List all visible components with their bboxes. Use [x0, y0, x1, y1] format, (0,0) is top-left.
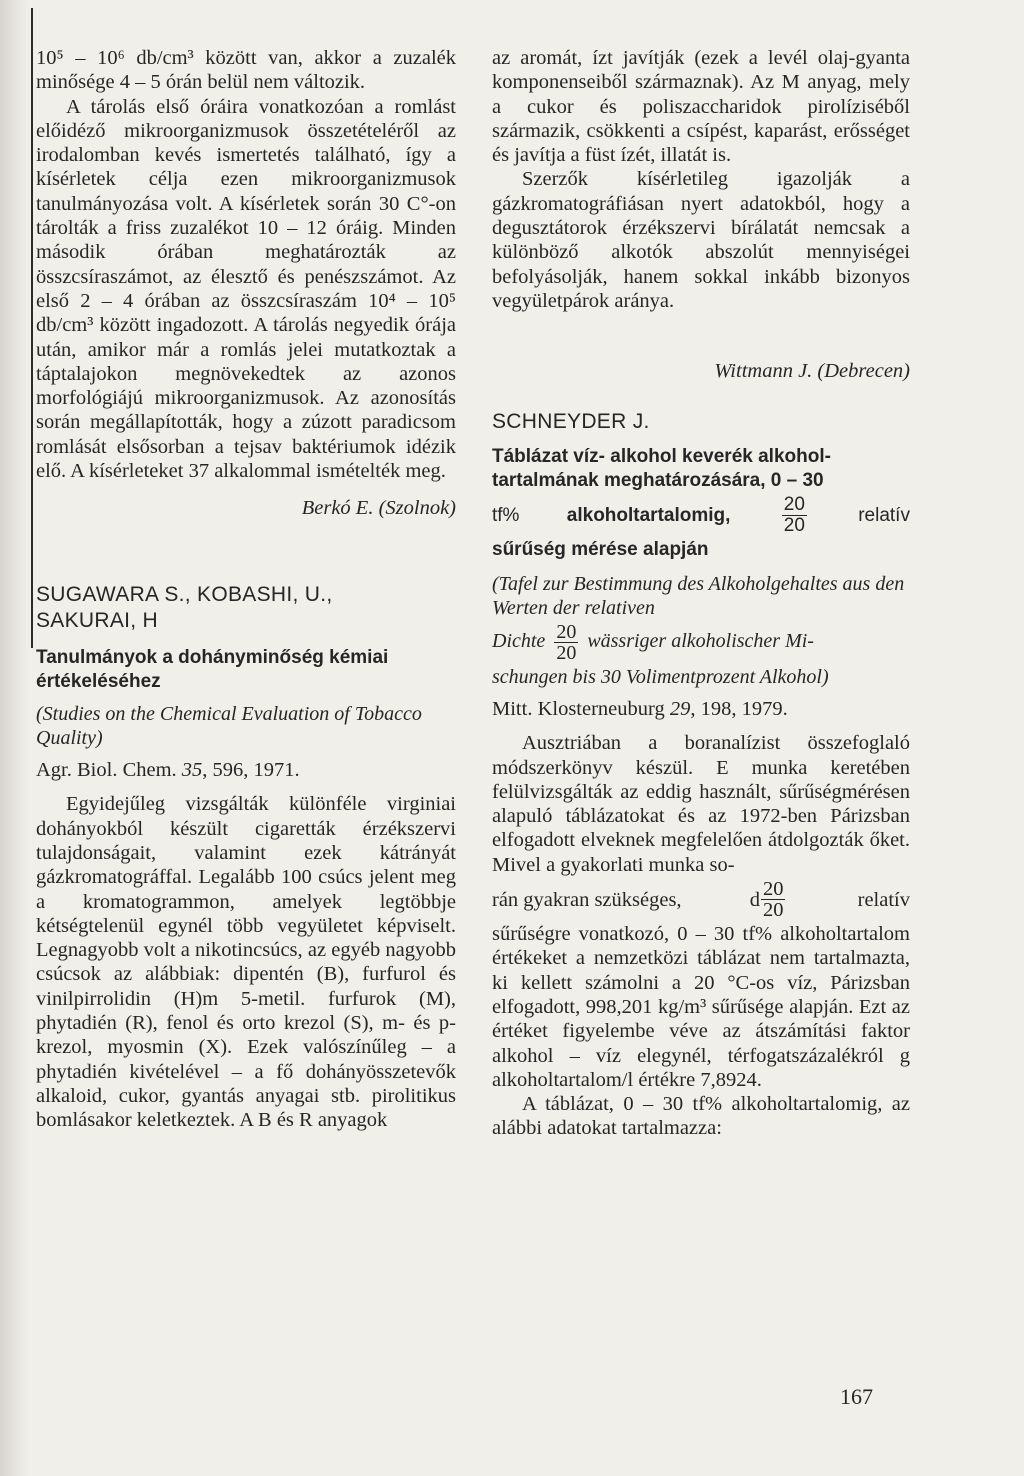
paragraph-line — [492, 879, 910, 920]
ref-journal: Agr. Biol. Chem. — [36, 759, 182, 782]
page-number: 167 — [840, 1384, 873, 1409]
fraction-denominator: 20 — [556, 642, 577, 665]
column-rule — [31, 8, 33, 648]
fraction-denominator: 20 — [783, 515, 805, 537]
article-subtitle — [492, 572, 910, 689]
paragraph: sűrűségre vonatkozó, 0 – 30 tf% alkoholtartalom értékeket a nemzetközi táblázat nem tartalmazta, ki kellett számolni a 20 °C-os víz, Párizsban elfogadott, 998,201 kg/m³ sűrűsége alapján. Ezt az értéket figyelembe véve az átszámítási faktor alkohol – víz elegynél, térfogatszázalékról g alkoholtartalom/l értékre 7,8924. — [492, 923, 910, 1091]
paragraph-text: relatív — [857, 888, 910, 911]
subtitle-line: (Tafel zur Bestimmung des Alkoholgehaltes aus den Werten der relativen — [492, 573, 905, 620]
d-letter: d — [749, 888, 760, 911]
paragraph: az aromát, ízt javítják (ezek a levél olaj-gyanta komponenseiből származnak). Az M anyag, mely a cukor és poliszaccharidok pirolíziséből származik, csökkenti a csípést, kaparást, erősséget és javítja a füst ízét, illatát is. — [492, 47, 910, 167]
article-reference — [492, 697, 910, 721]
fraction-20-20 — [761, 879, 786, 920]
d-20-20-symbol — [750, 879, 790, 920]
reviewer-signature: Berkó E. (Szolnok) — [301, 497, 456, 520]
title-line: tartalmának meghatározására, 0 – 30 — [492, 470, 824, 492]
subtitle-text: Dichte — [492, 630, 546, 653]
title-unit: tf% — [492, 504, 520, 526]
fraction-numerator: 20 — [762, 878, 784, 901]
subtitle-line: schungen bis 30 Volimentprozent Alkohol) — [492, 666, 829, 689]
article-title — [492, 445, 910, 562]
fraction-numerator: 20 — [783, 494, 805, 516]
ref-pages: , 596, 1971. — [202, 759, 300, 782]
reviewer-signature: Wittmann J. (Debrecen) — [714, 360, 910, 383]
ref-journal: Mitt. Klosterneuburg — [492, 698, 670, 721]
subtitle-text: wässriger alkoholischer Mi- — [587, 630, 814, 653]
paragraph: Szerzők kísérletileg igazolják a gázkromatográfiásan nyert adatokból, hogy a degusztátorok érzékszervi bírálatát nemcsak a különböző alkotók abszolút mennyiségei befolyásolják, hanem sokkal inkább bizonyos vegyületpárok aránya. — [492, 168, 910, 312]
subtitle-line — [492, 622, 910, 663]
ref-volume: 35 — [181, 759, 203, 782]
paragraph: Ausztriában a boranalízist összefoglaló módszerkönyv készül. E munka keretében felülvizsgálták az eddig használt, sűrűségmérésen alapuló táblázatokat és az 1972-ben Párizsban elfogadott elveknek megfelelően átdolgozták őket. Mivel a gyakorlati munka so- — [492, 732, 910, 876]
right-column — [492, 46, 910, 1141]
fraction-20-20 — [554, 622, 578, 663]
title-text: relatív — [858, 504, 910, 526]
paragraph: 10⁵ – 10⁶ db/cm³ között van, akkor a zuzalék minősége 4 – 5 órán belül nem változik. — [36, 47, 456, 94]
paragraph: A tárolás első óráira vonatkozóan a romlást előidéző mikroorganizmusok összetételéről az irodalomban kevés ismertetés található, így a kísérletek célja ezen mikroorganizmusok tanulmányozása volt. A kísérletek során 30 C°-on tárolták a friss zuzalékot 10 – 12 óráig. Minden második órában meghatározták az összcsíraszámot, az élesztő és penészszámot. Az első 2 – 4 órában az összcsíraszám 10⁴ – 10⁵ db/cm³ között ingadozott. A tárolás negyedik órája után, amikor már a romlás jelei mutatkoztak a táptalajokon megnövekedtek az azonos morfológiájú mikroorganizmusok. Az azonosítás során megállapították, hogy a zúzott paradicsom romlását elsősorban a tejsav baktériumok idézik elő. A kísérleteket 37 alkalommal ismételték meg. — [36, 95, 456, 483]
title-line: Táblázat víz- alkohol keverék alkohol- — [492, 446, 831, 468]
title-line — [492, 495, 910, 536]
authors-line: SUGAWARA S., KOBASHI, U., — [36, 583, 333, 607]
article-title: Tanulmányok a dohányminőség kémiai értékeléséhez — [36, 647, 389, 693]
article-reference — [36, 758, 456, 782]
title-text: alkoholtartalomig, — [566, 504, 731, 526]
article-author: SCHNEYDER J. — [492, 410, 650, 434]
ref-pages: , 198, 1979. — [690, 698, 788, 721]
ref-volume: 29 — [669, 698, 691, 721]
left-column — [36, 46, 456, 1133]
authors-line: SAKURAI, H — [36, 609, 159, 633]
title-line: sűrűség mérése alapján — [492, 539, 709, 561]
paragraph: Egyidejűleg vizsgálták különféle virginiai dohányokból készült cigaretták érzékszervi tulajdonságait, valamint ezek kátrányát gázkromatográffal. Legalább 100 csúcs jelent meg a kromatogrammon, amelyek legtöbbje kétségtelenül egynél több vegyületet képviselt. Legnagyobb volt a nikotincsúcs, az egyéb nagyobb csúcsok az alábbiak: dipentén (B), furfurol és vinilpirrolidin (H)m 5-metil. furfurok (M), phytadién (R), fenol és orto krezol (S), m- és p-krezol, myosmin (X). Ezek valószínűleg – a phytadién kivételével – a fő dohányösszetevők alkaloid, cukor, gyantás anyagai stb. pirolitikus bomlásakor keletkeztek. A B és R anyagok — [36, 793, 456, 1132]
paragraph: A táblázat, 0 – 30 tf% alkoholtartalomig, az alábbi adatokat tartalmazza: — [492, 1093, 910, 1140]
fraction-denominator: 20 — [762, 899, 784, 922]
article-subtitle: (Studies on the Chemical Evaluation of Tobacco Quality) — [36, 703, 422, 750]
article-authors — [36, 582, 456, 634]
page-binding-edge — [0, 0, 30, 1476]
fraction-20-20 — [782, 495, 807, 536]
fraction-numerator: 20 — [556, 621, 577, 644]
paragraph-text: rán gyakran szükséges, — [492, 888, 682, 911]
